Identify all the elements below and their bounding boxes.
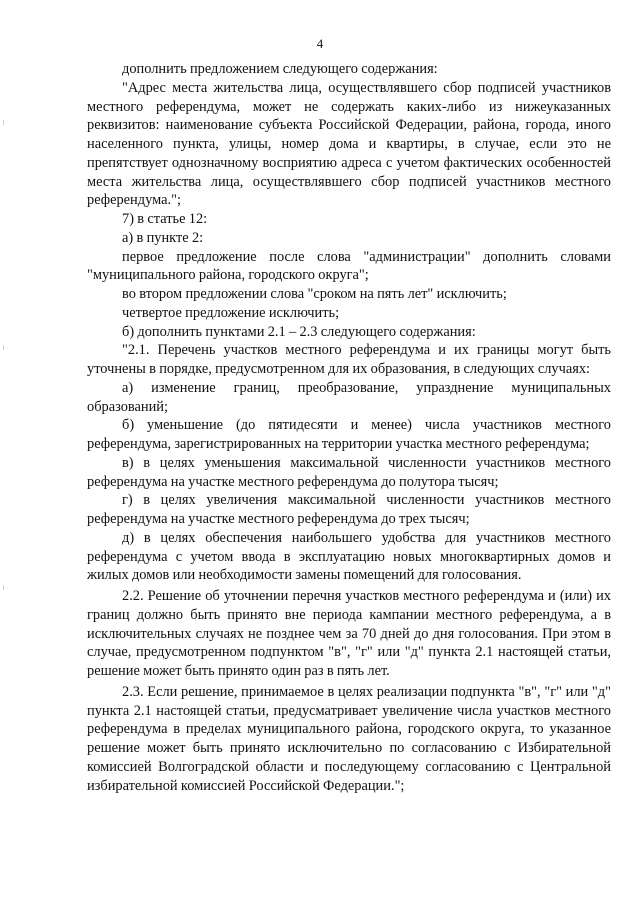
paragraph-2-2: 2.2. Решение об уточнении перечня участков местного референдума и (или) их границ должно быть принято вне периода кампании местного референдума, а в исключительных случаях не позднее чем за 70 дней до дня голосования. При этом в случае, предусмотренном подпунктом "в", "г" или "д" пункта 2.1 настоящей статьи, решение может быть принято один раз в пять лет.: [87, 588, 611, 679]
paragraph-first-sentence: первое предложение после слова "администрации" дополнить словами "муниципального района, городского округа";: [87, 248, 611, 284]
paragraph-2-1-d: д) в целях обеспечения наибольшего удобства для участников местного референдума с учетом ввода в эксплуатацию новых многоквартирных домов и жилых домов или необходимости замены помещений для голосования.: [87, 529, 611, 584]
scan-margin-mark: [3, 345, 4, 350]
paragraph-2-1-g: г) в целях увеличения максимальной численности участников местного референдума на участке местного референдума до трех тысяч;: [87, 492, 611, 527]
paragraph-2-1-a: а) изменение границ, преобразование, упразднение муниципальных образований;: [87, 379, 611, 415]
paragraph-address-quote: "Адрес места жительства лица, осуществлявшего сбор подписей участников местного референдума, может не содержать каких-либо из нижеуказанных реквизитов: наименование субъекта Российской Федерации, района, города, иного населенного пункта, улицы, номер дома и квартиры, в случае, если это не препятствует однозначному восприятию адреса с учетом фактических особенностей места жительства лица, осуществлявшего сбор подписей участников местного референдума.";: [87, 79, 611, 209]
document-body: [87, 60, 611, 795]
paragraph-point-2: а) в пункте 2:: [122, 229, 204, 246]
paragraph-2-1: "2.1. Перечень участков местного референдума и их границы могут быть уточнены в порядке, предусмотренном для их образования, в следующих случаях:: [87, 342, 611, 377]
scan-margin-mark: [3, 585, 4, 590]
paragraph-2-1-v: в) в целях уменьшения максимальной численности участников местного референдума на участке местного референдума до полутора тысяч;: [87, 454, 611, 490]
page-number: 4: [316, 36, 324, 51]
paragraph-fourth-sentence: четвертое предложение исключить;: [122, 304, 340, 321]
paragraph-article-12: 7) в статье 12:: [122, 211, 208, 227]
paragraph-2-3: 2.3. Если решение, принимаемое в целях реализации подпункта "в", "г" или "д" пункта 2.1 настоящей статьи, предусматривает увеличение числа участков местного референдума в пределах муниципального района, городского округа, то указанное решение может быть принято исключительно по согласованию с Избирательной комиссией Волгоградской области и последующему согласованию с Центральной избирательной комиссией Российской Федерации.";: [87, 683, 611, 794]
paragraph-2-1-b: б) уменьшение (до пятидесяти и менее) числа участников местного референдума, зарегистрированных на территории участка местного референдума;: [87, 417, 611, 452]
paragraph-second-sentence: во втором предложении слова "сроком на пять лет" исключить;: [122, 286, 507, 302]
paragraph-add-points: б) дополнить пунктами 2.1 – 2.3 следующего содержания:: [122, 323, 476, 340]
paragraph-intro: дополнить предложением следующего содержания:: [122, 61, 438, 77]
scan-margin-mark: [3, 120, 4, 125]
